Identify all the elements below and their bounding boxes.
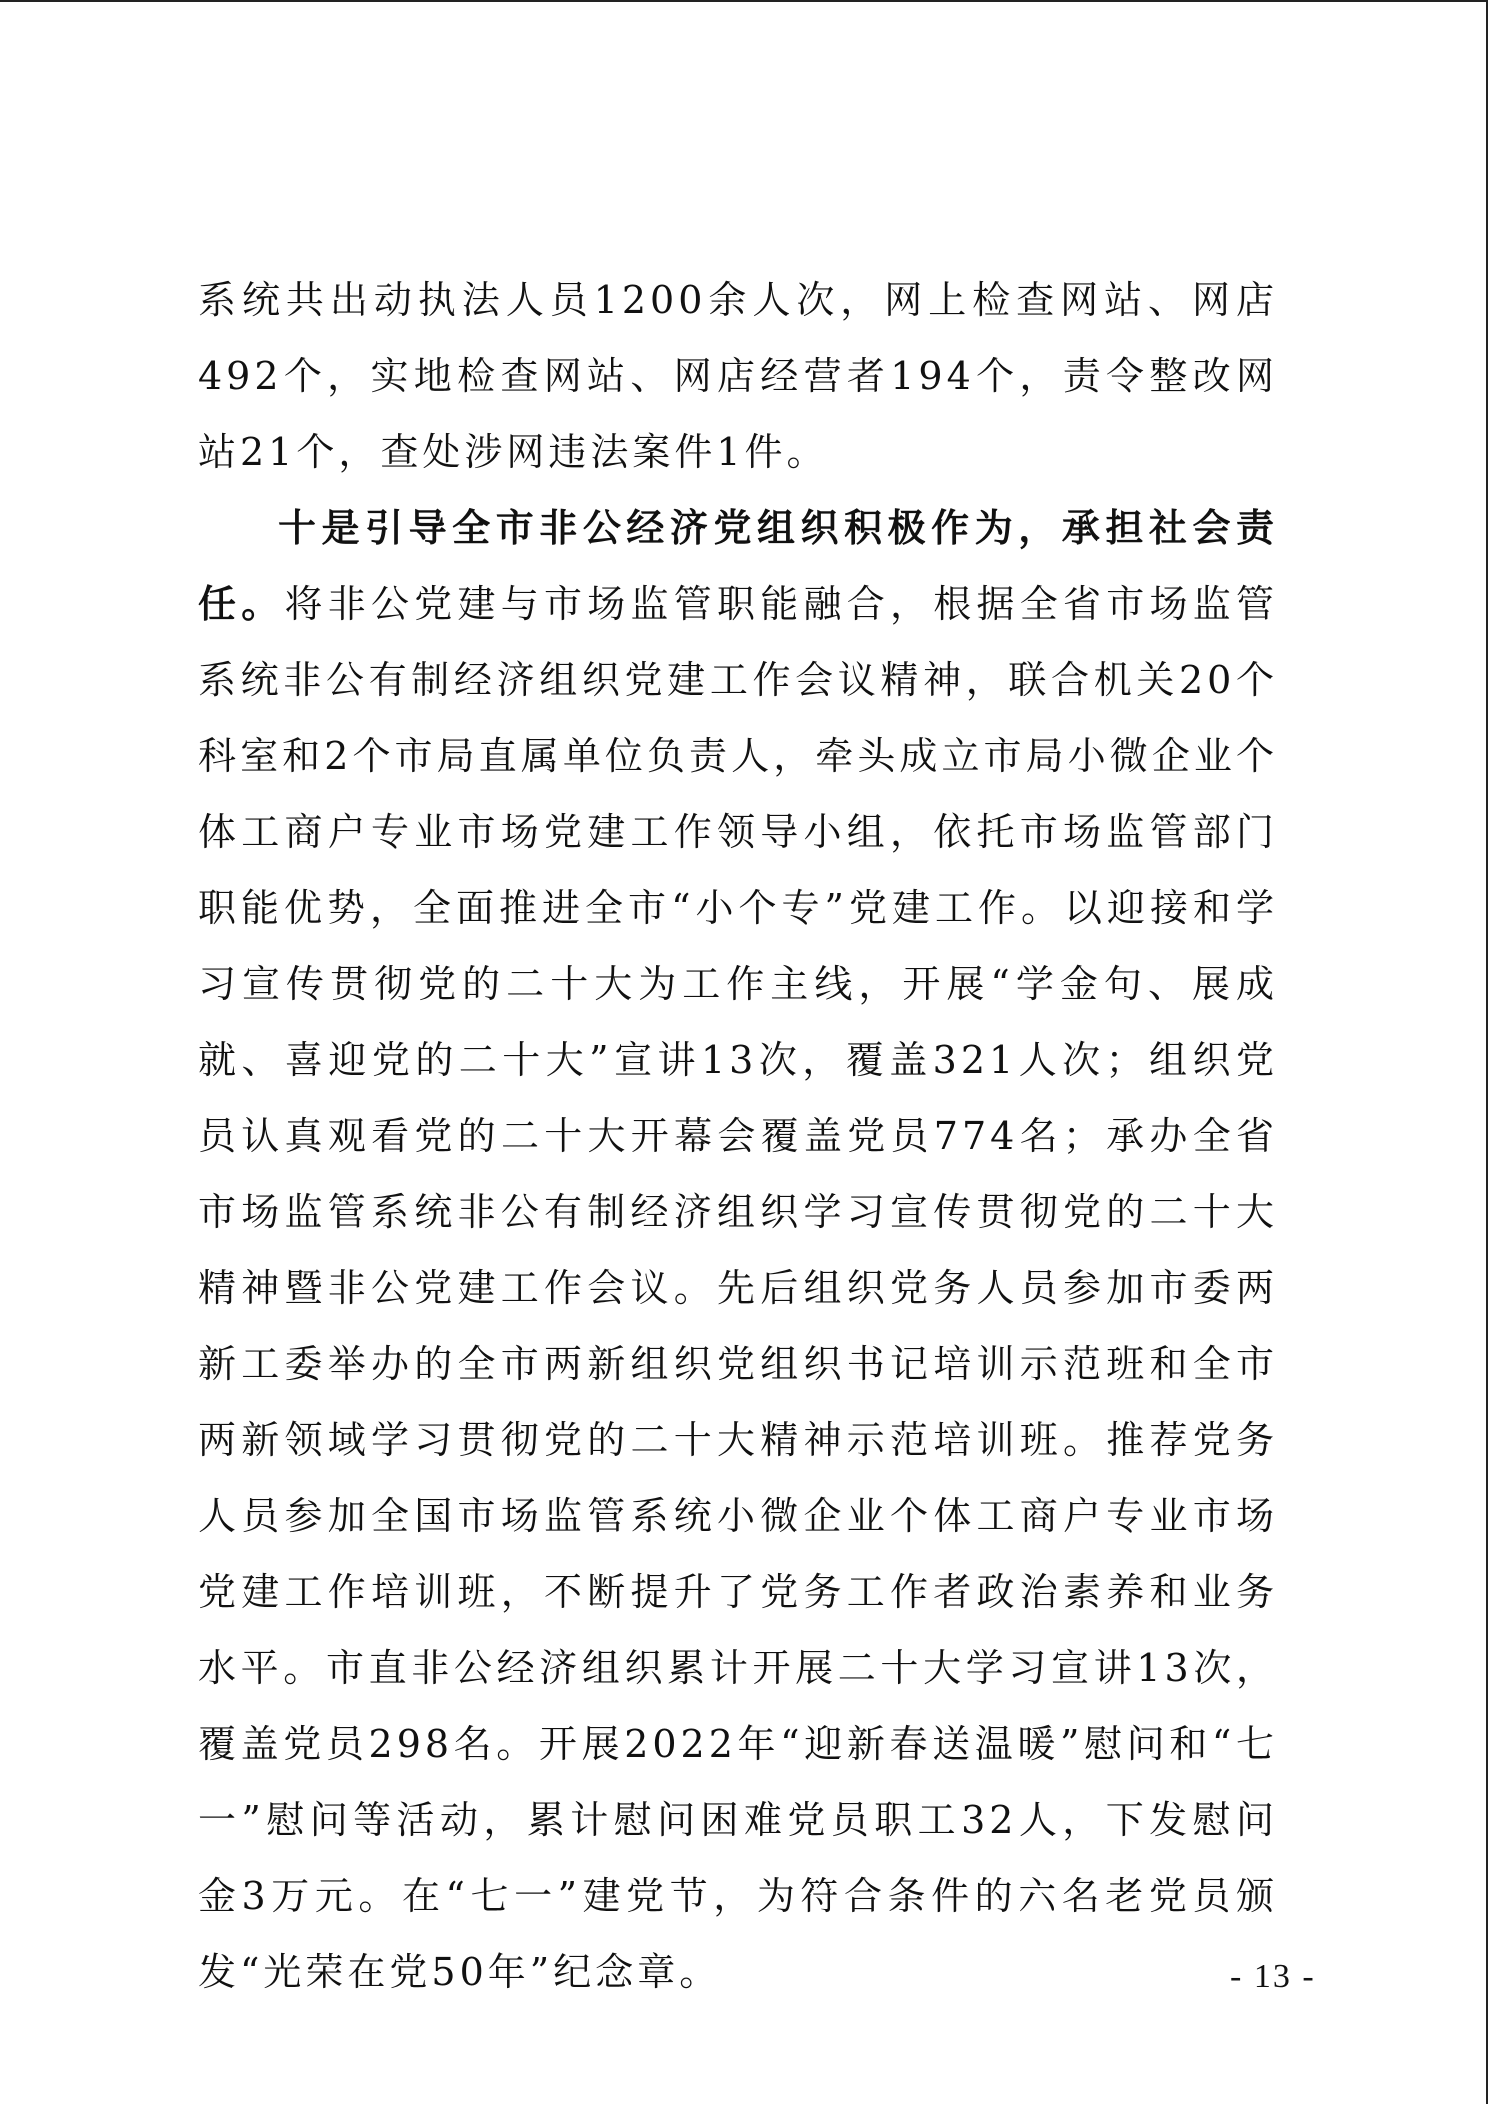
paragraph-item-ten [198,490,1278,2010]
body-text [198,262,1278,2010]
page-number: - 13 - [1230,1958,1316,1995]
paragraph-body: 将非公党建与市场监管职能融合，根据全省市场监管系统非公有制经济组织党建工作会议精神，联合机关20个科室和2个市局直属单位负责人，牵头成立市局小微企业个体工商户专业市场党建工作领导小组，依托市场监管部门职能优势，全面推进全市“小个专”党建工作。以迎接和学习宣传贯彻党的二十大为工作主线，开展“学金句、展成就、喜迎党的二十大”宣讲13次，覆盖321人次；组织党员认真观看党的二十大开幕会覆盖党员774名；承办全省市场监管系统非公有制经济组织学习宣传贯彻党的二十大精神暨非公党建工作会议。先后组织党务人员参加市委两新工委举办的全市两新组织党组织书记培训示范班和全市两新领域学习贯彻党的二十大精神示范培训班。推荐党务人员参加全国市场监管系统小微企业个体工商户专业市场党建工作培训班，不断提升了党务工作者政治素养和业务水平。市直非公经济组织累计开展二十大学习宣讲13次，覆盖党员298名。开展2022年“迎新春送温暖”慰问和“七一”慰问等活动，累计慰问困难党员职工32人，下发慰问金3万元。在“七一”建党节，为符合条件的六名老党员颁发“光荣在党50年”纪念章。 [198,582,1278,1994]
paragraph-lead-sentence: 十是引导全市非公经济党组织积极作为，承担社会责任。 [198,505,1278,626]
paragraph-continuation: 系统共出动执法人员1200余人次，网上检查网站、网店492个，实地检查网站、网店经营者194个，责令整改网站21个，查处涉网违法案件1件。 [198,278,1278,474]
